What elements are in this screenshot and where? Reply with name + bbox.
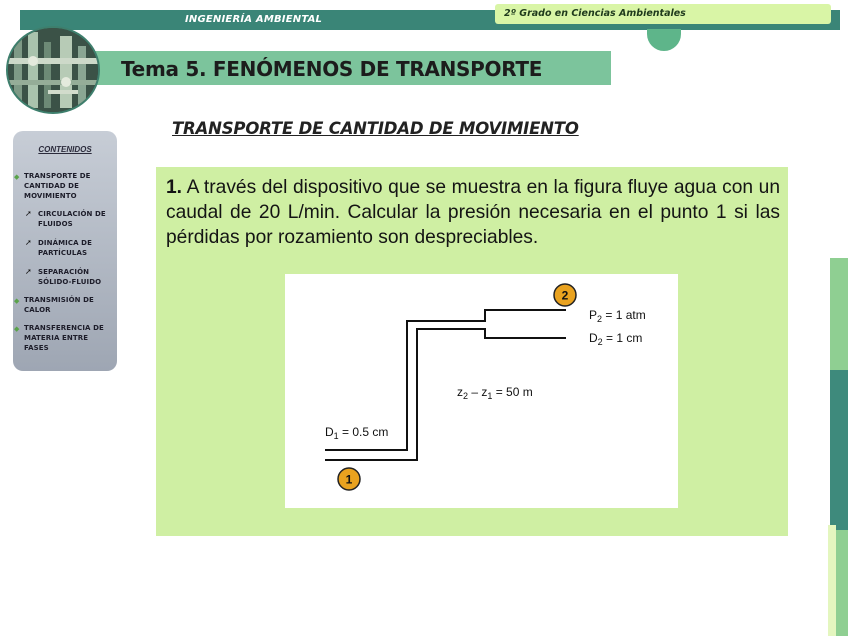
pipe-diagram [285,274,678,508]
sidebar-item-circulacion-fluidos[interactable]: ➚ CIRCULACIÓN DE FLUIDOS [25,209,106,228]
right-decor-bar-dark [830,370,848,530]
right-decor-bar-pale [828,525,836,636]
industrial-pipes-logo [6,26,100,114]
sidebar-item-transporte-movimiento[interactable]: ◆ TRANSPORTE DE CANTIDAD DE MOVIMIENTO [14,172,91,200]
sidebar-item-dinamica-particulas[interactable]: ➚ DINÁMICA DE PARTÍCULAS [25,238,92,257]
problem-statement [166,175,780,250]
problem-text: A través del dispositivo que se muestra en la figura fluye agua con un caudal de 20 L/min. Calcular la presión necesaria en el punto 1 si las pérdidas por rozamiento son despreciables. [166,177,780,248]
point-2-label: 2 [561,288,569,303]
height-difference-label: $z_2 - z_1 = 50$ m [457,385,533,401]
pipes-illustration-icon [8,28,98,112]
problem-number: 1. [166,177,183,198]
pipe-figure [285,274,678,508]
degree-label: 2º Grado en Ciencias Ambientales [504,8,686,19]
arrow-bullet-icon: ➚ [25,267,32,276]
green-diamond-bullet-icon: ◆ [14,297,20,305]
course-label: INGENIERÍA AMBIENTAL [185,14,323,25]
sidebar-item-transmision-calor[interactable]: ◆ TRANSMISIÓN DE CALOR [14,296,94,314]
p2-label: $P_2 = 1$ atm [589,308,646,324]
d2-label: $D_2 = 1$ cm [589,331,643,347]
green-diamond-bullet-icon: ◆ [14,173,20,181]
page-title: Tema 5. FENÓMENOS DE TRANSPORTE [121,57,543,81]
sidebar-item-transferencia-materia[interactable]: ◆ TRANSFERENCIA DE MATERIA ENTRE FASES [14,324,104,352]
arrow-bullet-icon: ➚ [25,238,32,247]
point-1-label: 1 [345,472,353,487]
sidebar-heading: CONTENIDOS [38,145,92,154]
d1-label: $D_1 = 0.5$ cm [325,425,389,441]
arrow-bullet-icon: ➚ [25,209,32,218]
sidebar-item-separacion-solido-fluido[interactable]: ➚ SEPARACIÓN SÓLIDO-FLUIDO [25,267,102,286]
green-diamond-bullet-icon: ◆ [14,325,20,333]
decorative-semicircle [647,29,681,51]
section-title: TRANSPORTE DE CANTIDAD DE MOVIMIENTO [172,119,579,138]
